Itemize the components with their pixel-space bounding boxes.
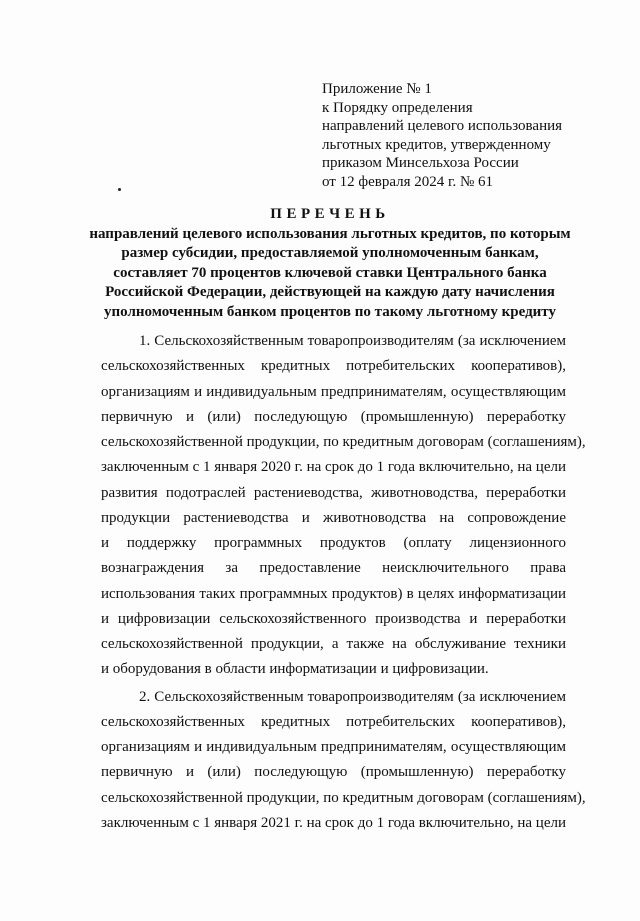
appendix-line: от 12 февраля 2024 г. № 61 bbox=[322, 173, 494, 190]
paragraph-line: сельскохозяйственной продукции, а также на обслуживание техники bbox=[101, 636, 566, 652]
paragraph-2 bbox=[101, 685, 586, 837]
title-line: уполномоченным банком процентов по такому льготному кредиту bbox=[104, 303, 556, 320]
paragraph-line: первичную и (или) последующую (промышленную) переработку bbox=[101, 408, 566, 425]
paragraph-line: первичную и (или) последующую (промышленную) переработку bbox=[101, 764, 566, 781]
paragraph-line: вознаграждения за предоставление неисключительного права bbox=[101, 560, 566, 577]
document-body bbox=[101, 329, 586, 836]
title-line: Российской Федерации, действующей на каждую дату начисления bbox=[105, 284, 555, 300]
paragraph-line: 2. Сельскохозяйственным товаропроизводителям (за исключением bbox=[139, 688, 566, 705]
paragraph-line: развития подотраслей растениеводства, животноводства, переработки bbox=[101, 484, 566, 501]
appendix-line: льготных кредитов, утвержденному bbox=[322, 136, 551, 153]
title-line: размер субсидии, предоставляемой уполномоченным банкам, bbox=[121, 245, 539, 261]
paragraph-line: заключенным с 1 января 2020 г. на срок до 1 года включительно, на цели bbox=[101, 459, 566, 476]
title-line: направлений целевого использования льготных кредитов, по которым bbox=[89, 225, 571, 242]
scan-speck bbox=[118, 188, 121, 191]
paragraph-line: организациям и индивидуальным предпринимателям, осуществляющим bbox=[101, 383, 566, 400]
document-title bbox=[80, 205, 580, 322]
paragraph-line: и поддержку программных продуктов (оплату лицензионного bbox=[101, 535, 566, 551]
paragraph-line: 1. Сельскохозяйственным товаропроизводителям (за исключением bbox=[139, 333, 566, 349]
title-heading: ПЕРЕЧЕНЬ bbox=[270, 206, 390, 222]
appendix-line: приказом Минсельхоза России bbox=[322, 155, 519, 172]
paragraph-line: сельскохозяйственной продукции, по кредитным договорам (соглашениям), bbox=[101, 789, 586, 806]
paragraph-1 bbox=[101, 329, 586, 683]
paragraph-line: заключенным с 1 января 2021 г. на срок до 1 года включительно, на цели bbox=[101, 814, 566, 831]
paragraph-line: и оборудования в области информатизации и цифровизации. bbox=[101, 661, 489, 678]
paragraph-line: и цифровизации сельскохозяйственного производства и переработки bbox=[101, 610, 566, 627]
paragraph-line: сельскохозяйственных кредитных потребительских кооперативов), bbox=[101, 358, 566, 375]
appendix-header bbox=[322, 80, 612, 192]
title-line: составляет 70 процентов ключевой ставки Центрального банка bbox=[113, 264, 547, 281]
paragraph-line: сельскохозяйственных кредитных потребительских кооперативов), bbox=[101, 713, 566, 730]
paragraph-line: сельскохозяйственной продукции, по кредитным договорам (соглашениям), bbox=[101, 434, 586, 450]
appendix-line: Приложение № 1 bbox=[322, 81, 432, 97]
paragraph-line: продукции растениеводства и животноводства на сопровождение bbox=[101, 509, 566, 526]
appendix-line: к Порядку определения bbox=[322, 99, 473, 116]
appendix-line: направлений целевого использования bbox=[322, 118, 563, 135]
paragraph-line: использования таких программных продуктов) в целях информатизации bbox=[101, 585, 566, 602]
paragraph-line: организациям и индивидуальным предпринимателям, осуществляющим bbox=[101, 739, 566, 755]
